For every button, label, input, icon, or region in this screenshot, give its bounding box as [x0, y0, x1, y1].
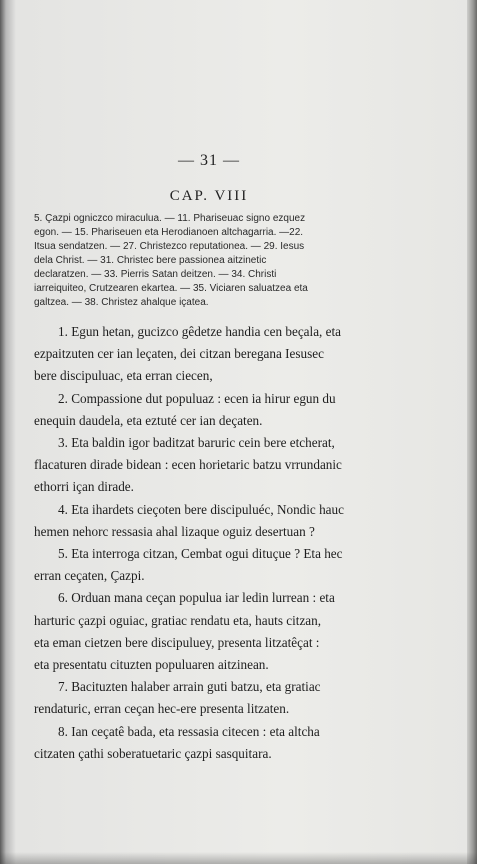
verse-line: hemen nehorc ressasia ahal lizaque oguiz desertuan ? — [34, 523, 315, 539]
summary-line: egon. — 15. Phariseuen eta Herodianoen altchagarria. —22. — [34, 227, 304, 238]
summary-line: galtzea. — 38. Christez ahalque içatea. — [34, 297, 209, 308]
page-bottom-shadow — [0, 852, 477, 864]
verse-line: 7. Bacituzten halaber arrain guti batzu, eta gratiac — [58, 679, 321, 695]
verse-line: eta presentatu cituzten populuaren aitzinean. — [34, 657, 269, 673]
verse-line: bere discipuluac, eta erran ciecen, — [34, 368, 213, 384]
verse-line: harturic çazpi oguiac, gratiac rendatu eta, hauts citzan, — [34, 612, 322, 628]
verse-line: erran ceçaten, Çazpi. — [34, 568, 145, 584]
verse-line: 3. Eta baldin igor baditzat baruric cein bere etcherat, — [58, 435, 335, 451]
verse-line: 1. Egun hetan, gucizco gêdetze handia cen beçala, eta — [58, 324, 342, 339]
page-number: — 31 — — [178, 152, 240, 169]
summary-line: dela Christ. — 31. Christec bere passionea aitzinetic — [34, 255, 267, 266]
summary-line: declaratzen. — 33. Pierris Satan deitzen. — 34. Christi — [34, 269, 277, 280]
verse-line: rendaturic, erran ceçan hec-ere presenta litzaten. — [34, 701, 290, 717]
verse-line: enequin daudela, eta eztuté cer ian deçaten. — [34, 412, 263, 428]
summary-line: iarreiquiteo, Crutzearen ekartea. — 35. Viciaren saluatzea eta — [34, 283, 308, 294]
summary-line: Itsua sendatzen. — 27. Christezco reputationea. — 29. Iesus — [34, 241, 305, 252]
verse-line: 5. Eta interroga citzan, Cembat ogui dituçue ? Eta hec — [58, 546, 343, 562]
verse-line: ezpaitzuten cer ian leçaten, dei citzan beregana Iesusec — [34, 346, 324, 362]
verse-text — [34, 321, 374, 765]
verse-line: 8. Ian ceçatê bada, eta ressasia citecen : eta altcha — [58, 723, 320, 739]
summary-line: 5. Çazpi ogniczco miraculua. — 11. Phariseuac signo ezquez — [34, 213, 306, 224]
chapter-heading: CAP. VIII — [169, 188, 249, 204]
verse-line: ethorri içan dirade. — [34, 479, 134, 495]
verse-line: citzaten çathi soberatuetaric çazpi sasquitara. — [34, 745, 272, 761]
verse-line: 6. Orduan mana ceçan populua iar ledin lurrean : eta — [58, 590, 335, 606]
verse-line: 4. Eta ihardets cieçoten bere discipuluéc, Nondic hauc — [58, 501, 344, 517]
chapter-summary — [34, 212, 370, 310]
verse-line: eta eman cietzen bere discipuluey, presenta litzatêçat : — [34, 634, 320, 650]
page-edge-shadow — [467, 0, 477, 864]
verse-line: 2. Compassione dut populuaz : ecen ia hirur egun du — [58, 390, 336, 406]
verse-line: flacaturen dirade bidean : ecen horietaric batzu vrrundanic — [34, 457, 342, 473]
